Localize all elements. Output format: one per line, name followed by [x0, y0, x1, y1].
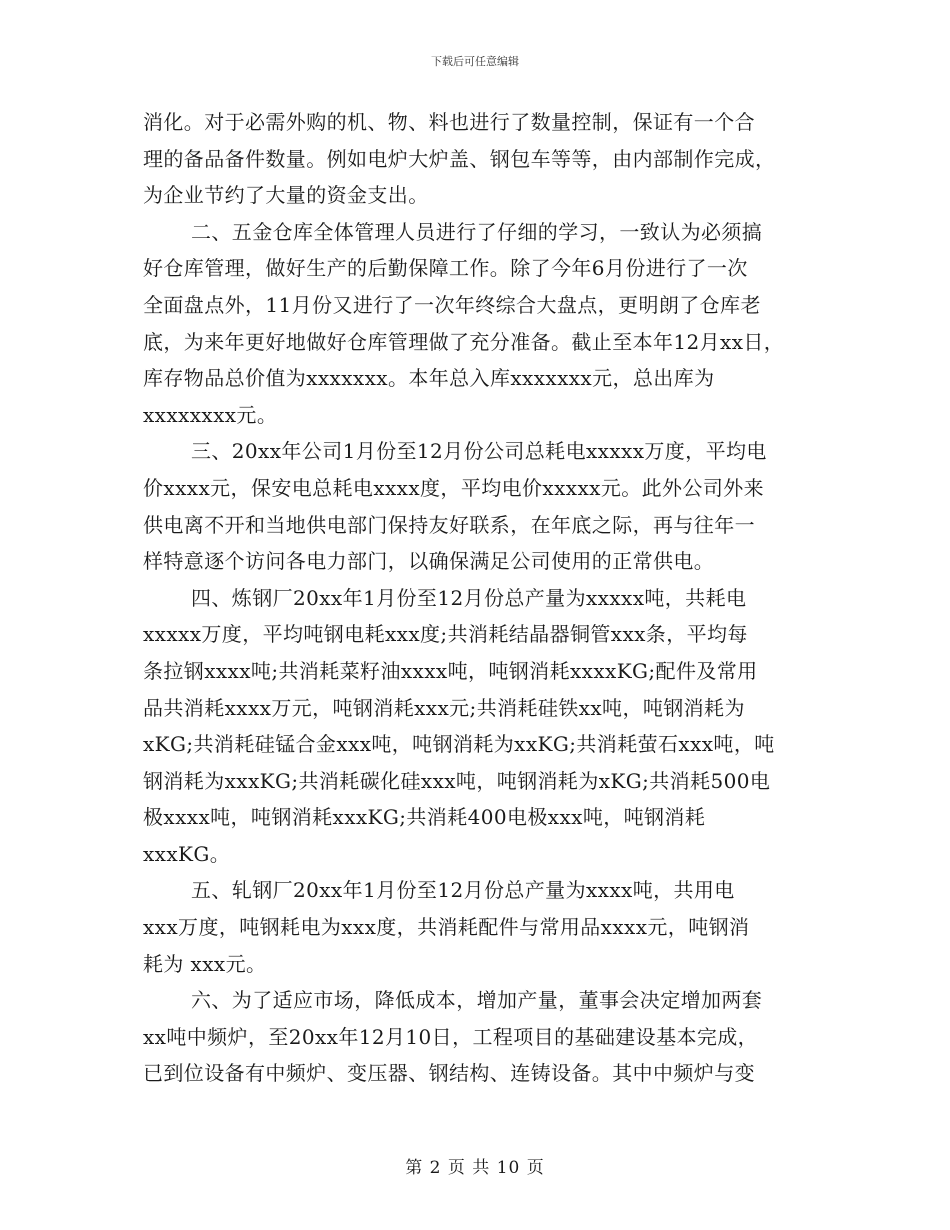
page-footer: 第 2 页 共 10 页 — [405, 1158, 545, 1178]
text-line: 二、五金仓库全体管理人员进行了仔细的学习，一致认为必须搞 — [191, 219, 763, 244]
document-body — [143, 104, 823, 1092]
text-line: 为企业节约了大量的资金支出。 — [143, 183, 429, 208]
text-line: 理的备品备件数量。例如电炉大炉盖、钢包车等等，由内部制作完成， — [143, 146, 776, 171]
text-line: xxxxx万度，平均吨钢电耗xxx度;共消耗结晶器铜管xxx条，平均每 — [143, 622, 748, 647]
text-line: 已到位设备有中频炉、变压器、钢结构、连铸设备。其中中频炉与变 — [143, 1061, 755, 1086]
text-line: 六、为了适应市场，降低成本，增加产量，董事会决定增加两套 — [191, 988, 763, 1013]
text-line: 四、炼钢厂20xx年1月份至12月份总产量为xxxxx吨，共耗电 — [191, 585, 747, 610]
text-line: 耗为 xxx元。 — [143, 951, 267, 976]
text-line: 消化。对于必需外购的机、物、料也进行了数量控制，保证有一个合 — [143, 110, 755, 134]
text-line: 供电离不开和当地供电部门保持友好联系，在年底之际，再与往年一 — [143, 512, 755, 537]
text-line: 好仓库管理，做好生产的后勤保障工作。除了今年6月份进行了一次 — [143, 256, 748, 281]
text-line: 库存物品总价值为xxxxxxx。本年总入库xxxxxxx元，总出库为 — [143, 366, 715, 391]
text-line: 钢消耗为xxxKG;共消耗碳化硅xxx吨，吨钢消耗为xKG;共消耗500电 — [143, 768, 771, 793]
text-line: xxx万度，吨钢耗电为xxx度，共消耗配件与常用品xxxx元，吨钢消 — [143, 915, 750, 940]
text-line: 五、轧钢厂20xx年1月份至12月份总产量为xxxx吨，共用电 — [191, 878, 735, 903]
text-line: xxxKG。 — [143, 841, 231, 866]
text-line: 底，为来年更好地做好仓库管理做了充分准备。截止至本年12月xx日， — [143, 329, 785, 354]
text-line: 三、20xx年公司1月份至12月份公司总耗电xxxxx万度，平均电 — [191, 439, 767, 464]
text-line: xKG;共消耗硅锰合金xxx吨，吨钢消耗为xxKG;共消耗萤石xxx吨，吨 — [143, 732, 775, 757]
page-header: 下载后可任意编辑 — [431, 55, 519, 68]
text-line: 全面盘点外，11月份又进行了一次年终综合大盘点，更明朗了仓库老 — [143, 292, 761, 317]
text-line: 条拉钢xxxx吨;共消耗菜籽油xxxx吨，吨钢消耗xxxxKG;配件及常用 — [143, 658, 758, 683]
text-line: 价xxxx元，保安电总耗电xxxx度，平均电价xxxxx元。此外公司外来 — [143, 475, 765, 500]
text-line: 样特意逐个访问各电力部门，以确保满足公司使用的正常供电。 — [143, 549, 715, 574]
text-line: xxxxxxxx元。 — [143, 402, 278, 427]
text-line: xx吨中频炉，至20xx年12月10日，工程项目的基础建设基本完成， — [143, 1024, 759, 1049]
text-line: 品共消耗xxxx万元，吨钢消耗xxx元;共消耗硅铁xx吨，吨钢消耗为 — [143, 695, 745, 720]
text-line: 极xxxx吨，吨钢消耗xxxKG;共消耗400电极xxx吨，吨钢消耗 — [143, 805, 706, 830]
